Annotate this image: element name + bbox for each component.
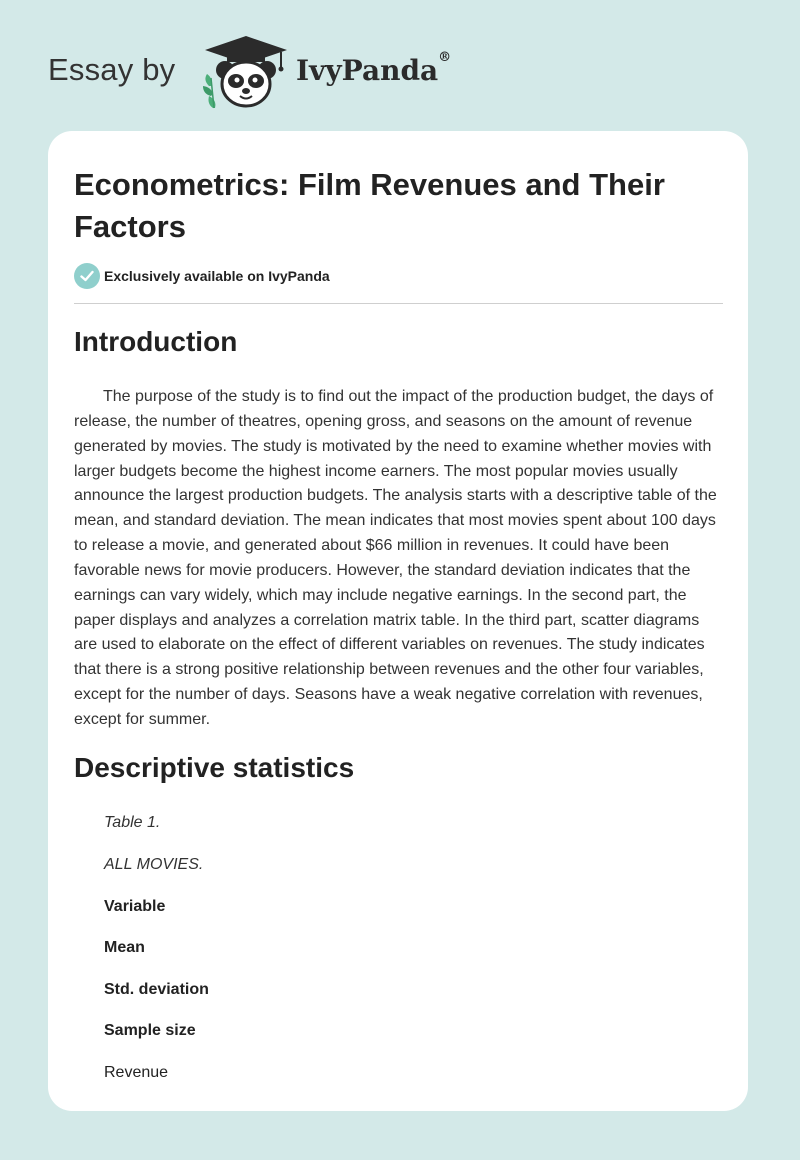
essay-by-label: Essay by (48, 52, 176, 87)
exclusive-badge (74, 263, 330, 289)
table-subtitle: ALL MOVIES. (104, 856, 204, 873)
section-heading-introduction: Introduction (74, 326, 238, 357)
article-card (48, 131, 748, 1111)
brand-name-text: IvyPanda (296, 54, 439, 87)
article-title: Econometrics: Film Revenues and Their Factors (74, 167, 665, 244)
table-header-variable: Variable (104, 898, 166, 915)
table-header-mean: Mean (104, 939, 145, 956)
registered-mark: ® (438, 50, 452, 65)
site-header (48, 34, 748, 114)
table-caption: Table 1. (104, 814, 161, 831)
panda-graduate-logo-icon[interactable] (201, 34, 291, 110)
table-row-revenue: Revenue (104, 1064, 169, 1081)
table-header-sample-size: Sample size (104, 1022, 196, 1039)
table-header-std-deviation: Std. deviation (104, 981, 209, 998)
section-heading-descriptive-statistics: Descriptive statistics (74, 752, 355, 783)
exclusive-label: Exclusively available on IvyPanda (104, 268, 330, 284)
title-divider (74, 303, 723, 304)
introduction-paragraph: The purpose of the study is to find out the impact of the production budget, the days of release, the number of theatres, opening gross, and seasons on the amount of revenue generated by movies. The study is motivated by the need to examine whether movies with larger budgets become the highest income earners. The most popular movies usually announce the largest production budgets. The analysis starts with a descriptive table of the mean, and standard deviation. The mean indicates that most movies spent about 100 days to release a movie, and generated about $66 million in revenues. It could have been favorable news for movie producers. However, the standard deviation indicates that the earnings can vary widely, which may include negative earnings. In the second part, the paper displays and analyzes a correlation matrix table. In the third part, scatter diagrams are used to elaborate on the effect of different variables on revenues. The study indicates that there is a strong positive relationship between revenues and the other four variables, except for the number of days. Seasons have a weak negative correlation with revenues, except for summer. (74, 388, 717, 728)
brand-name[interactable] (296, 50, 452, 87)
check-circle-icon (74, 263, 100, 289)
